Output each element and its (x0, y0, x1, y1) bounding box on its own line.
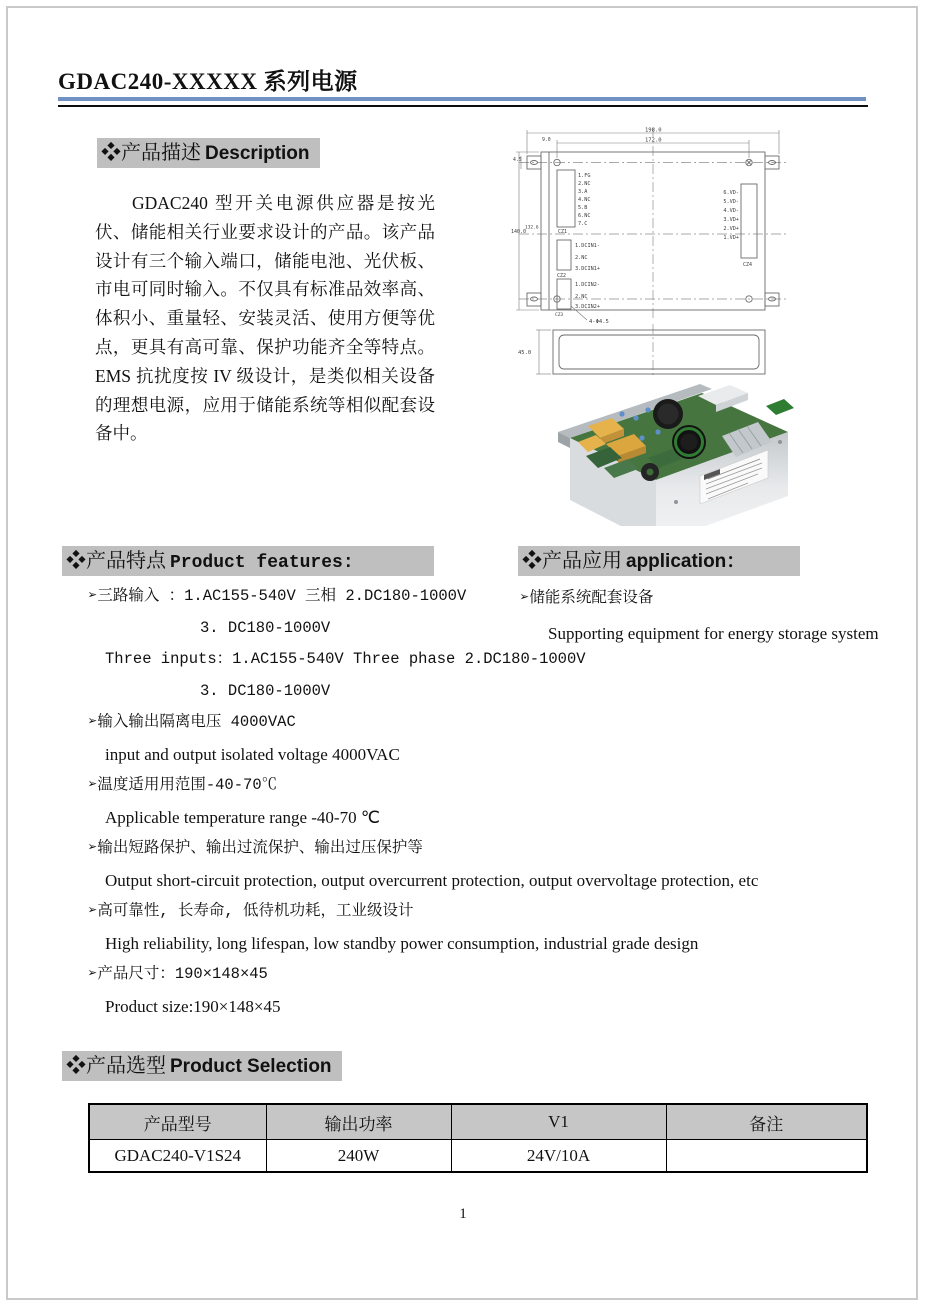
product-photo (552, 380, 802, 526)
feature-line: Three inputs：1.AC155-540V Three phase 2.DC180-1000V (105, 650, 586, 668)
connector-pin-label: 5.B (578, 205, 588, 211)
connector-pin-label: 2.VD+ (723, 226, 739, 232)
drawing-dimension-lines (516, 127, 779, 374)
connector-pin-label: 4.VD- (723, 208, 739, 214)
connector-pin-label: 3.VD+ (723, 217, 739, 223)
table-header-remark: 备注 (666, 1104, 867, 1140)
application-line: ➢储能系统配套设备 (520, 589, 654, 607)
feature-line: ➢输入输出隔离电压 4000VAC (88, 713, 296, 731)
section-header-description (97, 138, 320, 168)
connector-cz2 (557, 240, 600, 279)
dim-label-corner: 4.5 (513, 158, 522, 163)
connector-pin-label: 3.A (578, 189, 588, 195)
cell-v1: 24V/10A (451, 1140, 666, 1173)
description-paragraph: GDAC240 型开关电源供应器是按光伏、储能相关行业要求设计的产品。该产品设计有三个输入端口，储能电池、光伏板、市电可同时输入。不仅具有标准品效率高、体积小、重量轻、安装灵活、使用方便等优点，更具有高可靠、保护功能齐全等特点。EMS 抗扰度按 IV 级设计，是类似相关设备的理想电源，应用于储能系统等相似配套设备中。 (95, 193, 435, 444)
connector-pin-label: 6.NC (578, 213, 591, 219)
connector-cz1 (557, 170, 591, 235)
section-heading-en: Product Selection (170, 1056, 332, 1077)
cell-remark (666, 1140, 867, 1173)
feature-line: Product size:190×148×45 (105, 996, 281, 1016)
feature-line: 3. DC180-1000V (200, 681, 331, 700)
connector-pin-label: 6.VD- (723, 190, 739, 196)
connector-pin-label: 2.NC (578, 181, 591, 187)
section-heading-en: application： (626, 551, 746, 572)
cell-model: GDAC240-V1S24 (89, 1140, 266, 1173)
drawing-side-view (553, 330, 765, 374)
cell-power: 240W (266, 1140, 451, 1173)
page-title: GDAC240-XXXXX 系列电源 (58, 69, 358, 94)
section-heading-zh: ❖产品选型 (66, 1055, 166, 1077)
connector-name: CZ4 (743, 262, 753, 268)
section-header-features (62, 546, 434, 576)
feature-line: ➢温度适用用范围-40-70℃ (88, 776, 278, 794)
feature-line: ➢高可靠性, 长寿命, 低待机功耗，工业级设计 (88, 902, 414, 920)
dimension-drawing (511, 126, 905, 380)
dim-label-offset: 9.0 (542, 138, 551, 143)
section-heading-zh: ❖产品特点 (66, 550, 166, 572)
connector-name: CZ3 (555, 313, 564, 318)
feature-line: 3. DC180-1000V (200, 618, 331, 637)
connector-pin-label: 3.DCIN1+ (575, 266, 600, 272)
application-line: Supporting equipment for energy storage system (548, 624, 879, 643)
connector-name: CZ2 (557, 273, 567, 279)
title-underline-black (58, 105, 868, 107)
connector-cz4 (723, 184, 757, 268)
connector-pin-label: 2.NC (575, 255, 588, 261)
connector-pin-label: 4.NC (578, 197, 591, 203)
dim-label-mount-holes: 4-Φ4.5 (589, 319, 609, 325)
connector-pin-label: 2.NC (575, 294, 588, 300)
feature-line: ➢三路输入 ：1.AC155-540V 三相 2.DC180-1000V (88, 587, 467, 605)
feature-line: ➢产品尺寸：190×148×45 (88, 965, 268, 983)
table-header-power: 输出功率 (266, 1104, 451, 1140)
section-heading-zh: ❖产品描述 (101, 142, 201, 164)
section-header-selection (62, 1051, 342, 1081)
dim-label-hole-span: 172.0 (645, 137, 662, 144)
connector-pin-label: 7.C (578, 221, 588, 227)
section-heading-zh: ❖产品应用 (522, 550, 622, 572)
application-list (520, 581, 890, 651)
product-selection-table (88, 1103, 868, 1173)
dim-label-height-holes: 132.6 (525, 225, 539, 231)
table-row (89, 1140, 867, 1173)
feature-line: ➢输出短路保护、输出过流保护、输出过压保护等 (88, 839, 423, 857)
dim-label-side-height: 45.0 (518, 350, 532, 356)
title-underline-blue (58, 97, 866, 101)
connector-pin-label: 3.DCIN2+ (575, 304, 600, 310)
table-header-row (89, 1104, 867, 1140)
connector-pin-label: 1.FG (578, 173, 591, 179)
table-header-model: 产品型号 (89, 1104, 266, 1140)
connector-pin-label: 1.DCIN2- (575, 282, 600, 288)
connector-name: CZ1 (558, 229, 568, 235)
feature-line: Output short-circuit protection, output overcurrent protection, output overvoltage protection, etc (105, 870, 759, 890)
connector-pin-label: 1.DCIN1- (575, 243, 600, 249)
connector-pin-label: 1.VD+ (723, 235, 739, 241)
section-header-application (518, 546, 800, 576)
feature-line: input and output isolated voltage 4000VAC (105, 744, 400, 764)
dim-label-height: 140.0 (511, 229, 527, 235)
feature-line: Applicable temperature range -40-70 ℃ (105, 807, 380, 827)
section-heading-en: Description (205, 143, 310, 164)
section-heading-en: Product features: (170, 553, 354, 573)
connector-cz3 (555, 279, 600, 318)
page-number: 1 (459, 1206, 467, 1222)
feature-line: High reliability, long lifespan, low standby power consumption, industrial grade design (105, 933, 699, 953)
connector-pin-label: 5.VD- (723, 199, 739, 205)
table-header-v1: V1 (451, 1104, 666, 1140)
dim-label-width-total: 198.0 (645, 127, 662, 134)
